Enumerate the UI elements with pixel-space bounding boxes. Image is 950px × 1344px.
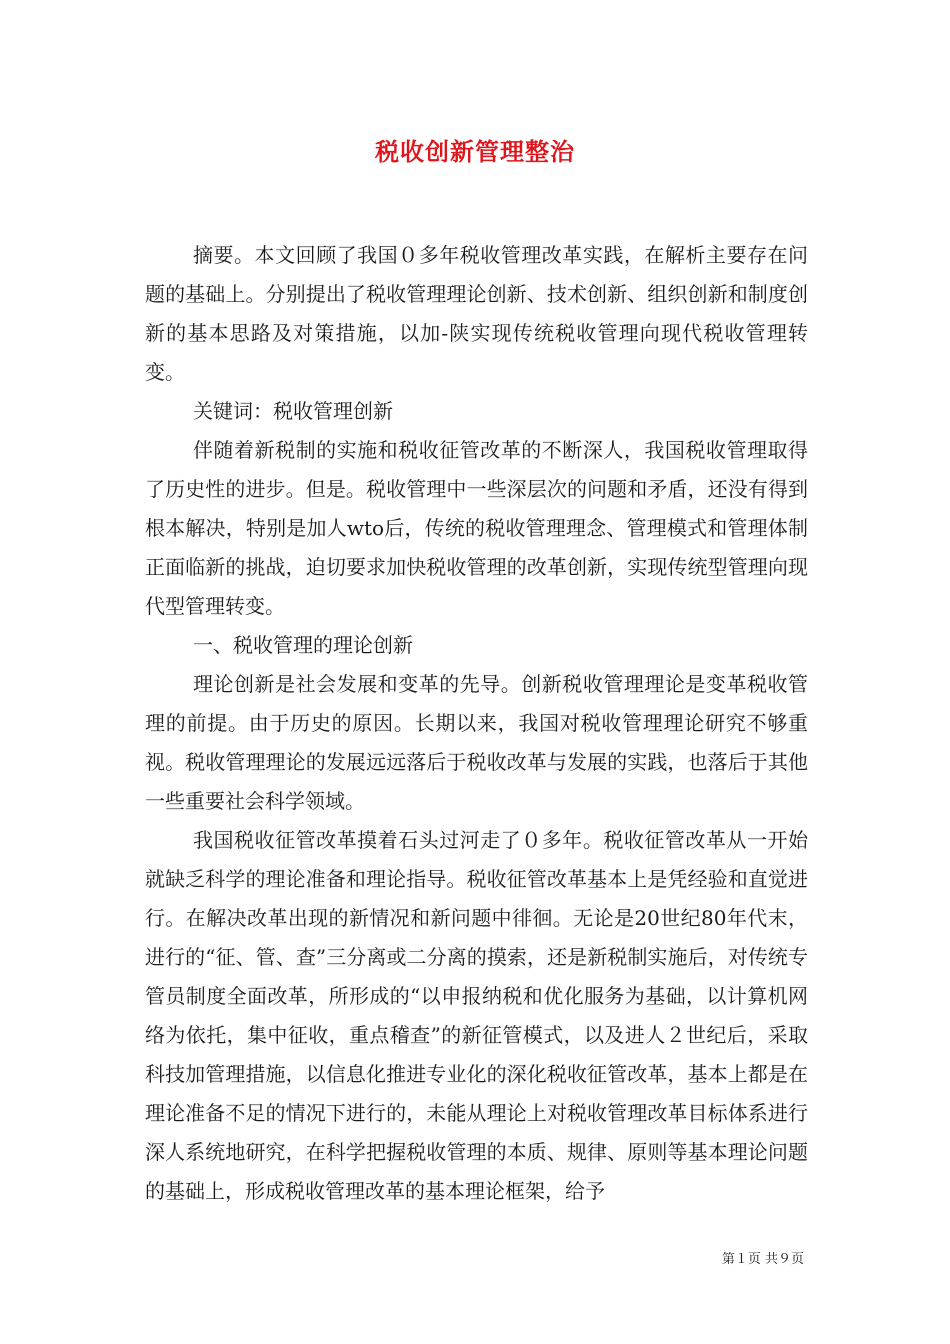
page-number-footer: 第１页 共９页 xyxy=(721,1252,804,1267)
body-paragraph: 我国税收征管改革摸着石头过河走了０多年。税收征管改革从一开始就缺乏科学的理论准备和理论指导。税收征管改革基本上是凭经验和直觉进行。在解决改革出现的新情况和新问题中徘徊。无论是20世纪80年代末，进行的“征、管、查”三分离或二分离的摸索，还是新税制实施后，对传统专管员制度全面改革，所形成的“以申报纳税和优化服务为基础，以计算机网络为依托，集中征收，重点稽查”的新征管模式，以及进人２世纪后，采取科技加管理措施，以信息化推进专业化的深化税收征管改革，基本上都是在理论准备不足的情况下进行的，未能从理论上对税收管理改革目标体系进行深人系统地研究，在科学把握税收管理的本质、规律、原则等基本理论问题的基础上，形成税收管理改革的基本理论框架，给予 xyxy=(145,828,808,1203)
document-body xyxy=(145,236,808,1211)
document-title: 税收创新管理整治 xyxy=(375,137,575,166)
body-paragraph: 理论创新是社会发展和变革的先导。创新税收管理理论是变革税收管理的前提。由于历史的原因。长期以来，我国对税收管理理论研究不够重视。税收管理理论的发展远远落后于税收改革与发展的实践，也落后于其他一些重要社会科学领域。 xyxy=(145,672,808,813)
abstract-paragraph: 摘要。本文回顾了我国０多年税收管理改革实践，在解析主要存在问题的基础上。分别提出了税收管理理论创新、技术创新、组织创新和制度创新的基本思路及对策措施，以加-陕实现传统税收管理向现代税收管理转变。 xyxy=(145,243,808,384)
intro-paragraph: 伴随着新税制的实施和税收征管改革的不断深人，我国税收管理取得了历史性的进步。但是。税收管理中一些深层次的问题和矛盾，还没有得到根本解决，特别是加人wto后，传统的税收管理理念、管理模式和管理体制正面临新的挑战，迫切要求加快税收管理的改革创新，实现传统型管理向现代型管理转变。 xyxy=(145,438,808,618)
keywords-paragraph: 关键词：税收管理创新 xyxy=(193,399,393,423)
section-heading-1: 一、税收管理的理论创新 xyxy=(193,633,413,657)
